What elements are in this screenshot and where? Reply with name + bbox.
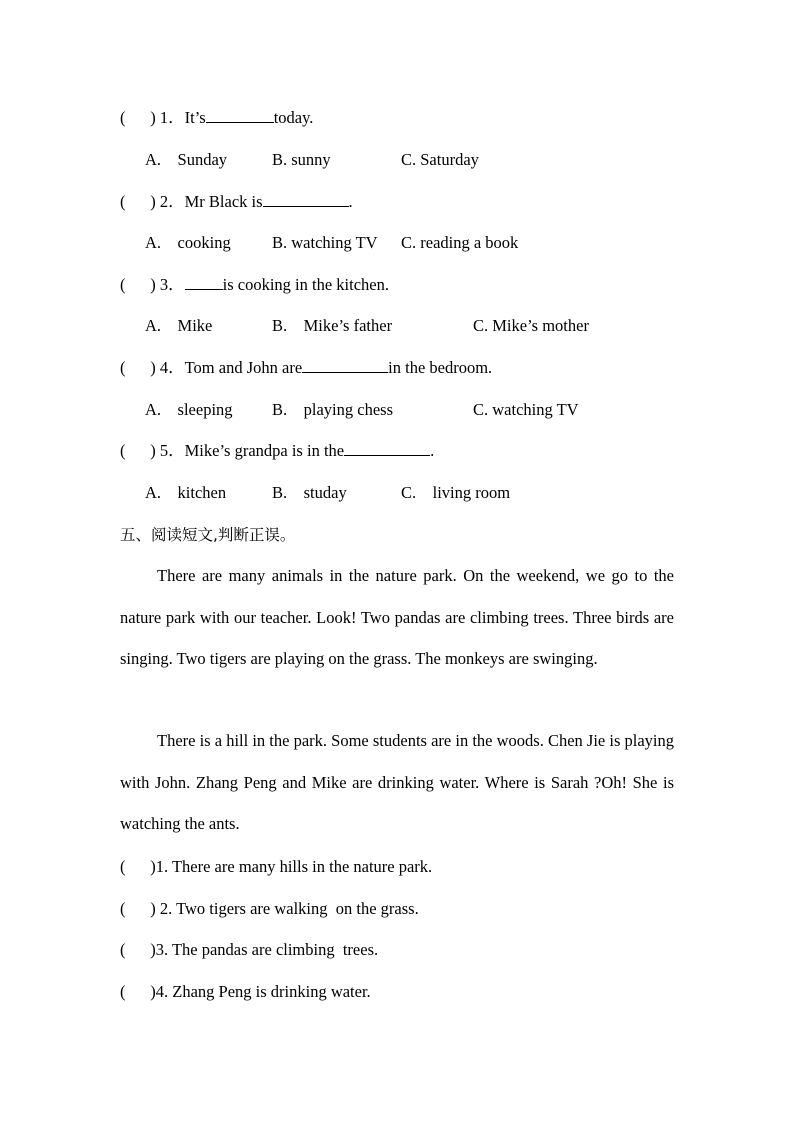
option-b[interactable]: B. playing chess	[272, 400, 393, 419]
question-4	[120, 358, 492, 378]
option-a[interactable]: A. kitchen	[145, 483, 227, 502]
question-text-pre: Mike’s grandpa is in the	[184, 441, 345, 460]
tf-item-4	[120, 982, 371, 1002]
question-text-post: today.	[273, 108, 314, 127]
question-number: 2．	[159, 192, 185, 211]
answer-paren[interactable]: ( )	[120, 108, 156, 127]
question-text-post: is cooking in the kitchen.	[222, 275, 389, 294]
answer-paren[interactable]: ( )	[120, 441, 156, 460]
answer-paren[interactable]: ( )	[120, 275, 156, 294]
question-number: 5．	[159, 441, 185, 460]
answer-paren[interactable]: ( )	[120, 857, 156, 876]
paragraph-text: There are many animals in the nature park. On the weekend, we go to the nature park with our teacher. Look! Two pandas are climbing trees. Three birds are singing. Two tigers are playing on the grass. The monkeys are swinging.	[120, 566, 674, 668]
question-2	[120, 192, 353, 212]
tf-item-3	[120, 940, 378, 960]
fill-blank[interactable]	[206, 108, 274, 123]
question-text-pre: Mr Black is	[184, 192, 263, 211]
option-c[interactable]: C. living room	[401, 483, 511, 502]
statement-text: 3. The pandas are climbing trees.	[155, 940, 379, 959]
fill-blank[interactable]	[263, 192, 349, 207]
option-a[interactable]: A. Mike	[145, 316, 213, 335]
paragraph-text: There is a hill in the park. Some students are in the woods. Chen Jie is playing with John. Zhang Peng and Mike are drinking water. Where is Sarah ?Oh! She is watching the ants.	[120, 731, 674, 833]
answer-paren[interactable]: ( )	[120, 192, 156, 211]
question-5	[120, 441, 434, 461]
option-c[interactable]: C. watching TV	[473, 400, 579, 419]
passage-paragraph-2	[120, 720, 674, 845]
question-number: 1．	[159, 108, 185, 127]
question-text-pre: It’s	[184, 108, 206, 127]
option-b[interactable]: B. studay	[272, 483, 347, 502]
answer-paren[interactable]: ( )	[120, 358, 156, 377]
answer-paren[interactable]: ( )	[120, 982, 156, 1001]
fill-blank[interactable]	[344, 441, 430, 456]
fill-blank[interactable]	[302, 358, 388, 373]
option-b[interactable]: B. sunny	[272, 150, 331, 169]
question-text-post: .	[430, 441, 435, 460]
option-c[interactable]: C. reading a book	[401, 233, 519, 252]
option-b[interactable]: B. Mike’s father	[272, 316, 393, 335]
tf-item-1	[120, 857, 432, 877]
question-1	[120, 108, 313, 128]
passage-paragraph-1	[120, 555, 674, 680]
question-3	[120, 275, 389, 295]
option-a[interactable]: A. Sunday	[145, 150, 228, 169]
question-number: 3．	[159, 275, 185, 294]
section-heading: 五、阅读短文,判断正误。	[120, 526, 296, 544]
question-text-post: in the bedroom.	[388, 358, 493, 377]
option-c[interactable]: C. Mike’s mother	[473, 316, 589, 335]
option-a[interactable]: A. sleeping	[145, 400, 233, 419]
statement-text: 1. There are many hills in the nature park.	[155, 857, 433, 876]
question-text-pre: Tom and John are	[184, 358, 303, 377]
question-text-post: .	[348, 192, 353, 211]
answer-paren[interactable]: ( )	[120, 899, 156, 918]
option-a[interactable]: A. cooking	[145, 233, 231, 252]
option-b[interactable]: B. watching TV	[272, 233, 378, 252]
statement-text: 2. Two tigers are walking on the grass.	[155, 899, 419, 918]
statement-text: 4. Zhang Peng is drinking water.	[155, 982, 371, 1001]
tf-item-2	[120, 899, 419, 919]
option-c[interactable]: C. Saturday	[401, 150, 479, 169]
question-number: 4．	[159, 358, 185, 377]
fill-blank[interactable]	[185, 275, 223, 290]
answer-paren[interactable]: ( )	[120, 940, 156, 959]
